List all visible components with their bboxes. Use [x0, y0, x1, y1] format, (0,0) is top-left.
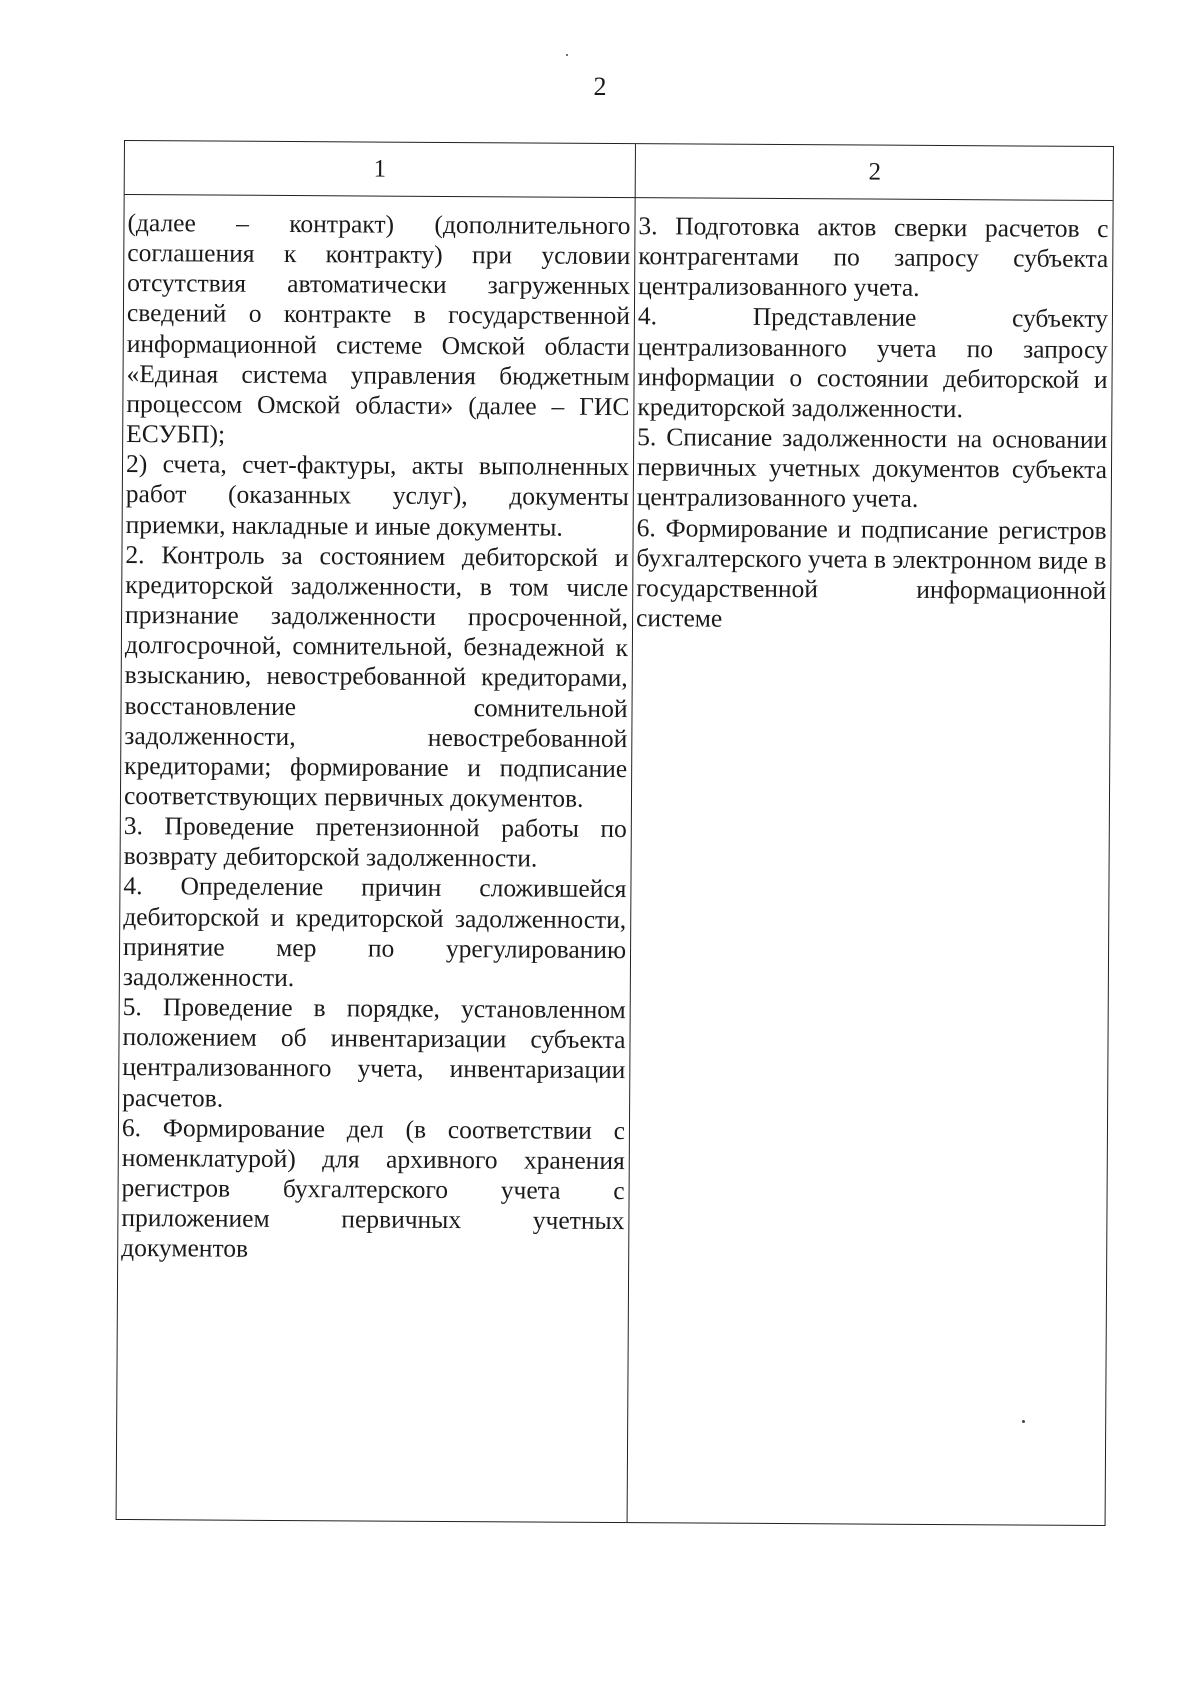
document-table [116, 140, 1114, 1526]
column-header-1: 1 [373, 155, 387, 183]
col1-paragraph: 2. Контроль за состоянием дебиторской и кредиторской задолженности, в том числе признание задолженности просроченной, долгосрочной, сомнительной, безнадежной к взысканию, невостребованной кредиторами, восстановление сомнительной задолженности, невостребованной кредиторами; формирование и подписание соответствующих первичных документов. [123, 539, 629, 813]
col1-paragraph: 3. Проведение претензионной работы по возврату дебиторской задолженности. [123, 811, 627, 873]
col2-paragraph: 5. Списание задолженности на основании первичных учетных документов субъекта централизованного учета. [636, 422, 1108, 514]
page-number: 2 [593, 72, 607, 101]
scan-speck [1022, 1420, 1025, 1423]
col1-paragraph: (далее – контракт) (дополнительного соглашения к контракту) при условии отсутствия автоматически загруженных сведений о контракте в государственной информационной системе Омской области «Единая система управления бюджетным процессом Омской области» (далее – ГИС ЕСУБП); [126, 208, 631, 449]
table-cell-column-1 [121, 208, 630, 1267]
col1-paragraph: 4. Определение причин сложившейся дебиторской и кредиторской задолженности, принятие мер по урегулированию задолженности. [122, 871, 627, 992]
scan-speck [566, 54, 568, 56]
col2-paragraph: 6. Формирование и подписание регистров бухгалтерского учета в электронном виде в государственной информационной системе [636, 512, 1107, 633]
col2-paragraph: 3. Подготовка актов сверки расчетов с контрагентами по запросу субъекта централизованного учета. [638, 211, 1109, 303]
col2-paragraph: 4. Представление субъекту централизованного учета по запросу информации о состоянии дебиторской и кредиторской задолженности. [637, 301, 1109, 424]
table-header-row [125, 141, 1113, 201]
column-header-2: 2 [868, 158, 882, 186]
col1-paragraph: 5. Проведение в порядке, установленном положением об инвентаризации субъекта централизованного учета, инвентаризации расчетов. [122, 992, 626, 1113]
col1-paragraph: 2) счета, счет-фактуры, акты выполненных работ (оказанных услуг), документы приемки, накладные и иные документы. [125, 449, 630, 542]
col1-paragraph: 6. Формирование дел (в соответствии с номенклатурой) для архивного хранения регистров бухгалтерского учета с приложением первичных учетных документов [121, 1112, 626, 1264]
table-cell-column-2 [636, 211, 1109, 636]
